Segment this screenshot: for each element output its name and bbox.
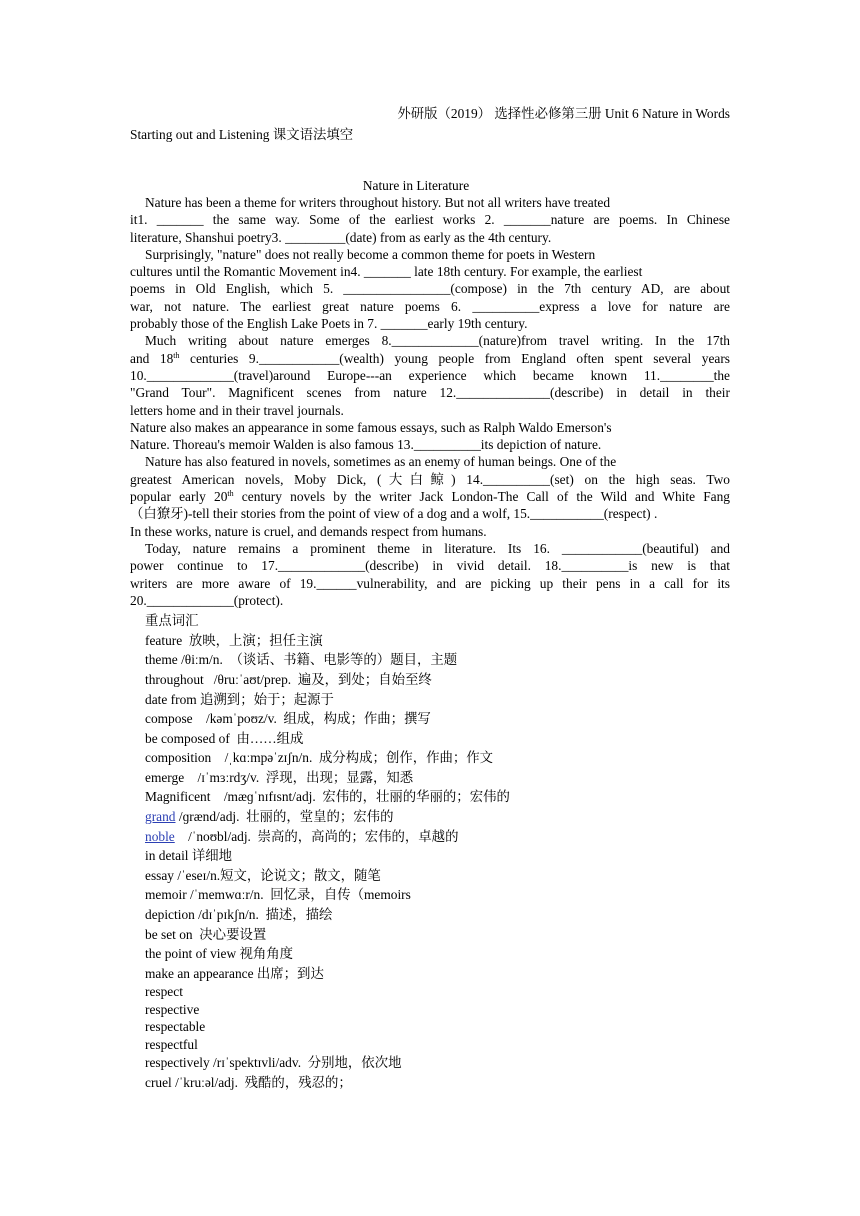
vocabulary-item (145, 1018, 730, 1035)
paragraph-line: war, not nature. The earliest great nature poems 6. __________express a love for nature are (130, 298, 730, 314)
vocabulary-text: compose /kəmˈpoʊz/v. 组成，构成；作曲；撰写 (145, 711, 431, 727)
vocabulary-text: throughout /θruːˈaʊt/prep. 遍及，到处；自始至终 (145, 671, 432, 687)
vocabulary-text: in detail 详细地 (145, 848, 233, 864)
paragraph-6 (130, 540, 730, 609)
vocabulary-text: depiction /dɪˈpɪkʃn/n. 描述，描绘 (145, 907, 333, 923)
vocabulary-item (145, 631, 730, 651)
vocabulary-text: make an appearance 出席；到达 (145, 965, 324, 981)
vocabulary-item (145, 944, 730, 964)
vocabulary-item (145, 1001, 730, 1018)
paragraph-line: poems in Old English, which 5. ________________(compose) in the 7th century AD, are about (130, 281, 730, 297)
vocabulary-text: Magnificent /mæɡˈnɪfɪsnt/adj. 宏伟的，壮丽的华丽的；宏伟的 (145, 789, 510, 805)
vocabulary-item (145, 729, 730, 749)
vocabulary-text: respect (145, 984, 183, 1000)
vocabulary-item (145, 768, 730, 788)
vocabulary-item (145, 983, 730, 1000)
paragraph-5 (130, 453, 730, 539)
vocabulary-item (145, 866, 730, 886)
paragraph-line: probably those of the English Lake Poets in 7. _______early 19th century. (130, 316, 528, 332)
paragraph-line: Nature. Thoreau's memoir Walden is also famous 13.__________its depiction of nature. (130, 437, 602, 453)
paragraph-line: Nature has also featured in novels, sometimes as an enemy of human beings. One of the (145, 454, 617, 470)
vocabulary-text: feature 放映，上演；担任主演 (145, 632, 323, 648)
paragraph-line: （白獠牙)-tell their stories from the point of view of a dog and a wolf, 15.___________(respect) . (130, 506, 658, 522)
paragraph-line: writers are more aware of 19.______vulnerability, and are picking up their pens in a call for its (130, 575, 730, 591)
vocabulary-text: be composed of 由……组成 (145, 730, 304, 746)
document-header-subtitle: Starting out and Listening 课文语法填空 (130, 127, 354, 142)
vocabulary-item (145, 807, 730, 827)
vocabulary-text: respectful (145, 1036, 198, 1052)
vocabulary-item (145, 905, 730, 925)
vocabulary-text: the point of view 视角角度 (145, 946, 294, 962)
document-header-title: 外研版（2019） 选择性必修第三册 Unit 6 Nature in Words (397, 106, 730, 121)
paragraph-line: 10._____________(travel)around Europe---an experience which became known 11.________the (130, 367, 730, 383)
vocabulary-text: /ɡrænd/adj. 壮丽的，堂皇的；宏伟的 (175, 809, 394, 825)
paragraph-4 (130, 419, 730, 454)
paragraph-line: Surprisingly, "nature" does not really become a common theme for poets in Western (145, 246, 596, 262)
paragraph-line: power continue to 17._____________(describe) in vivid detail. 18.__________is new is that (130, 558, 730, 574)
paragraph-line: Nature has been a theme for writers throughout history. But not all writers have treated (145, 195, 611, 210)
vocabulary-item (145, 748, 730, 768)
superscript: th (227, 489, 234, 499)
paragraph-line: greatest American novels, Moby Dick, (大白鲸) 14.__________(set) on the high seas. Two (130, 471, 730, 487)
document-page (130, 104, 730, 1092)
paragraph-line (130, 488, 730, 505)
vocabulary-text: theme /θiːm/n. （谈话、书籍、电影等的）题目，主题 (145, 652, 458, 668)
line-text: and 18 (130, 350, 174, 366)
vocabulary-text: emerge /ɪˈmɜːrdʒ/v. 浮现，出现；显露，知悉 (145, 769, 414, 785)
vocabulary-section (130, 611, 730, 1092)
vocabulary-item (145, 690, 730, 710)
vocabulary-text: date from 追溯到；始于；起源于 (145, 691, 334, 707)
paragraph-line (130, 350, 730, 367)
superscript: th (173, 350, 180, 360)
vocabulary-text: respectable (145, 1019, 206, 1035)
vocabulary-item (145, 1073, 730, 1093)
vocabulary-item (145, 787, 730, 807)
paragraph-3 (130, 332, 730, 418)
vocabulary-text: /ˈnoʊbl/adj. 崇高的，高尚的；宏伟的，卓越的 (174, 828, 459, 844)
paragraph-line: Much writing about nature emerges 8._____________(nature)from travel writing. In the 17th (145, 333, 730, 349)
vocabulary-item (145, 1036, 730, 1053)
vocabulary-text: memoir /ˈmemwɑːr/n. 回忆录，自传（memoirs (145, 887, 411, 903)
paragraph-line: Nature also makes an appearance in some famous essays, such as Ralph Waldo Emerson's (130, 419, 612, 435)
paragraph-line: 20._____________(protect). (130, 592, 284, 608)
vocabulary-link[interactable]: grand (145, 809, 176, 825)
vocabulary-heading: 重点词汇 (145, 613, 199, 629)
vocabulary-text: cruel /ˈkruːəl/adj. 残酷的，残忍的； (145, 1074, 352, 1090)
paragraph-line: "Grand Tour". Magnificent scenes from nature 12.______________(describe) in detail in their (130, 385, 730, 401)
vocabulary-item (145, 670, 730, 690)
vocabulary-item (145, 885, 730, 905)
paragraph-2 (130, 246, 730, 332)
paragraph-line: In these works, nature is cruel, and demands respect from humans. (130, 523, 487, 539)
vocabulary-text: respective (145, 1001, 200, 1017)
paragraph-1 (130, 194, 730, 246)
line-text: century novels by the writer Jack London-The Call of the Wild and White Fang (233, 489, 730, 505)
vocabulary-item (145, 964, 730, 984)
vocabulary-text: essay /ˈeseɪ/n.短文，论说文；散文，随笔 (145, 867, 381, 883)
line-text: popular early 20 (130, 489, 228, 505)
vocabulary-list (145, 631, 730, 1093)
paragraph-line: letters home and in their travel journals. (130, 402, 344, 418)
paragraph-line: it1. _______ the same way. Some of the earliest works 2. _______nature are poems. In Chinese (130, 212, 730, 228)
vocabulary-item (145, 846, 730, 866)
paragraph-line: literature, Shanshui poetry3. _________(date) from as early as the 4th century. (130, 229, 552, 245)
vocabulary-item (145, 1053, 730, 1073)
line-text: centuries 9.____________(wealth) young people from England often spent several years (179, 350, 730, 366)
paragraph-line: Today, nature remains a prominent theme in literature. Its 16. ____________(beautiful) and (145, 540, 730, 556)
vocabulary-text: be set on 决心要设置 (145, 926, 267, 942)
article-title: Nature in Literature (362, 178, 470, 193)
vocabulary-item (145, 650, 730, 670)
paragraph-line: cultures until the Romantic Movement in4. _______ late 18th century. For example, the earliest (130, 264, 643, 280)
vocabulary-text: composition /ˌkɑːmpəˈzɪʃn/n. 成分构成；创作，作曲；作文 (145, 750, 494, 766)
vocabulary-link[interactable]: noble (145, 828, 175, 844)
vocabulary-text: respectively /rɪˈspektɪvli/adv. 分别地，依次地 (145, 1055, 402, 1071)
vocabulary-item (145, 827, 730, 847)
vocabulary-item (145, 709, 730, 729)
vocabulary-item (145, 925, 730, 945)
